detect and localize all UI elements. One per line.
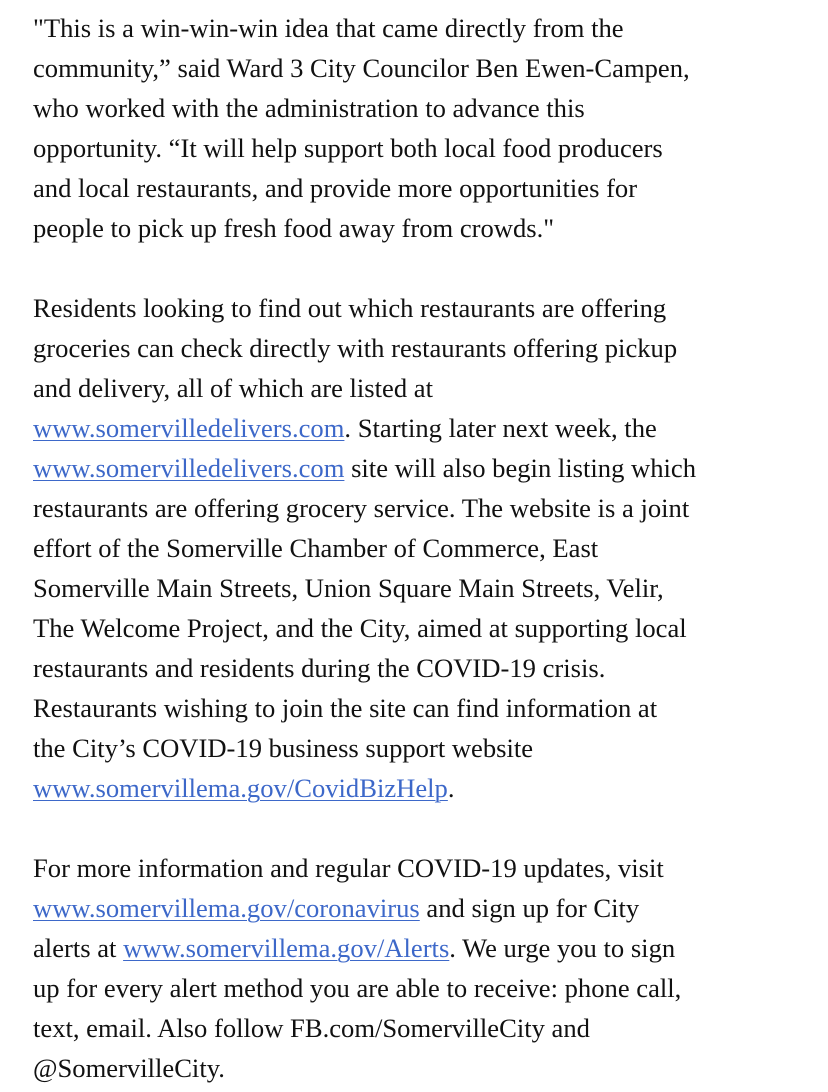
text-segment: the City’s COVID-19 business support website	[33, 733, 534, 763]
url-link[interactable]: www.somervilledelivers.com	[33, 413, 345, 443]
paragraph	[33, 848, 823, 1088]
text-line	[33, 768, 823, 808]
text-segment: Residents looking to find out which restaurants are offering	[33, 293, 667, 323]
text-segment: "This is a win-win-win idea that came directly from the	[33, 13, 624, 43]
text-segment: up for every alert method you are able to receive: phone call,	[33, 973, 682, 1003]
text-segment: alerts at	[33, 933, 124, 963]
text-line	[33, 608, 823, 648]
document-body	[33, 8, 823, 1088]
url-link[interactable]: www.somervillema.gov/CovidBizHelp	[33, 773, 448, 803]
text-segment: restaurants and residents during the COVID-19 crisis.	[33, 653, 606, 683]
text-segment: Somerville Main Streets, Union Square Main Streets, Velir,	[33, 573, 664, 603]
text-line	[33, 8, 823, 48]
text-segment: opportunity. “It will help support both local food producers	[33, 133, 663, 163]
text-segment: site will also begin listing which	[344, 453, 697, 483]
text-line	[33, 288, 823, 328]
text-segment: and sign up for City	[419, 893, 640, 923]
text-segment: restaurants are offering grocery service. The website is a joint	[33, 493, 690, 523]
text-line	[33, 568, 823, 608]
text-line	[33, 488, 823, 528]
text-line	[33, 168, 823, 208]
text-segment: community,” said Ward 3 City Councilor Ben Ewen-Campen,	[33, 53, 690, 83]
text-segment: . Starting later next week, the	[344, 413, 657, 443]
text-segment: Restaurants wishing to join the site can find information at	[33, 693, 658, 723]
text-line	[33, 968, 823, 1008]
text-line	[33, 328, 823, 368]
text-line	[33, 448, 823, 488]
text-line	[33, 368, 823, 408]
text-segment: who worked with the administration to advance this	[33, 93, 585, 123]
text-line	[33, 648, 823, 688]
paragraph	[33, 8, 823, 248]
text-line	[33, 1008, 823, 1048]
text-segment: and local restaurants, and provide more opportunities for	[33, 173, 638, 203]
text-line	[33, 528, 823, 568]
text-segment: text, email. Also follow FB.com/SomervilleCity and	[33, 1013, 590, 1043]
text-line	[33, 208, 823, 248]
text-segment: .	[447, 773, 455, 803]
url-link[interactable]: www.somervilledelivers.com	[33, 453, 345, 483]
text-line	[33, 688, 823, 728]
text-line	[33, 888, 823, 928]
text-segment: effort of the Somerville Chamber of Commerce, East	[33, 533, 599, 563]
text-line	[33, 408, 823, 448]
text-segment: and delivery, all of which are listed at	[33, 373, 433, 403]
text-line	[33, 128, 823, 168]
url-link[interactable]: www.somervillema.gov/coronavirus	[33, 893, 420, 923]
text-segment: groceries can check directly with restaurants offering pickup	[33, 333, 678, 363]
text-line	[33, 728, 823, 768]
text-segment: @SomervilleCity.	[33, 1053, 225, 1083]
text-segment: The Welcome Project, and the City, aimed at supporting local	[33, 613, 687, 643]
text-line	[33, 48, 823, 88]
text-segment: . We urge you to sign	[449, 933, 676, 963]
text-line	[33, 848, 823, 888]
url-link[interactable]: www.somervillema.gov/Alerts	[123, 933, 450, 963]
text-segment: For more information and regular COVID-19 updates, visit	[33, 853, 664, 883]
text-segment: people to pick up fresh food away from crowds."	[33, 213, 555, 243]
paragraph	[33, 288, 823, 808]
text-line	[33, 88, 823, 128]
text-line	[33, 928, 823, 968]
text-line	[33, 1048, 823, 1088]
